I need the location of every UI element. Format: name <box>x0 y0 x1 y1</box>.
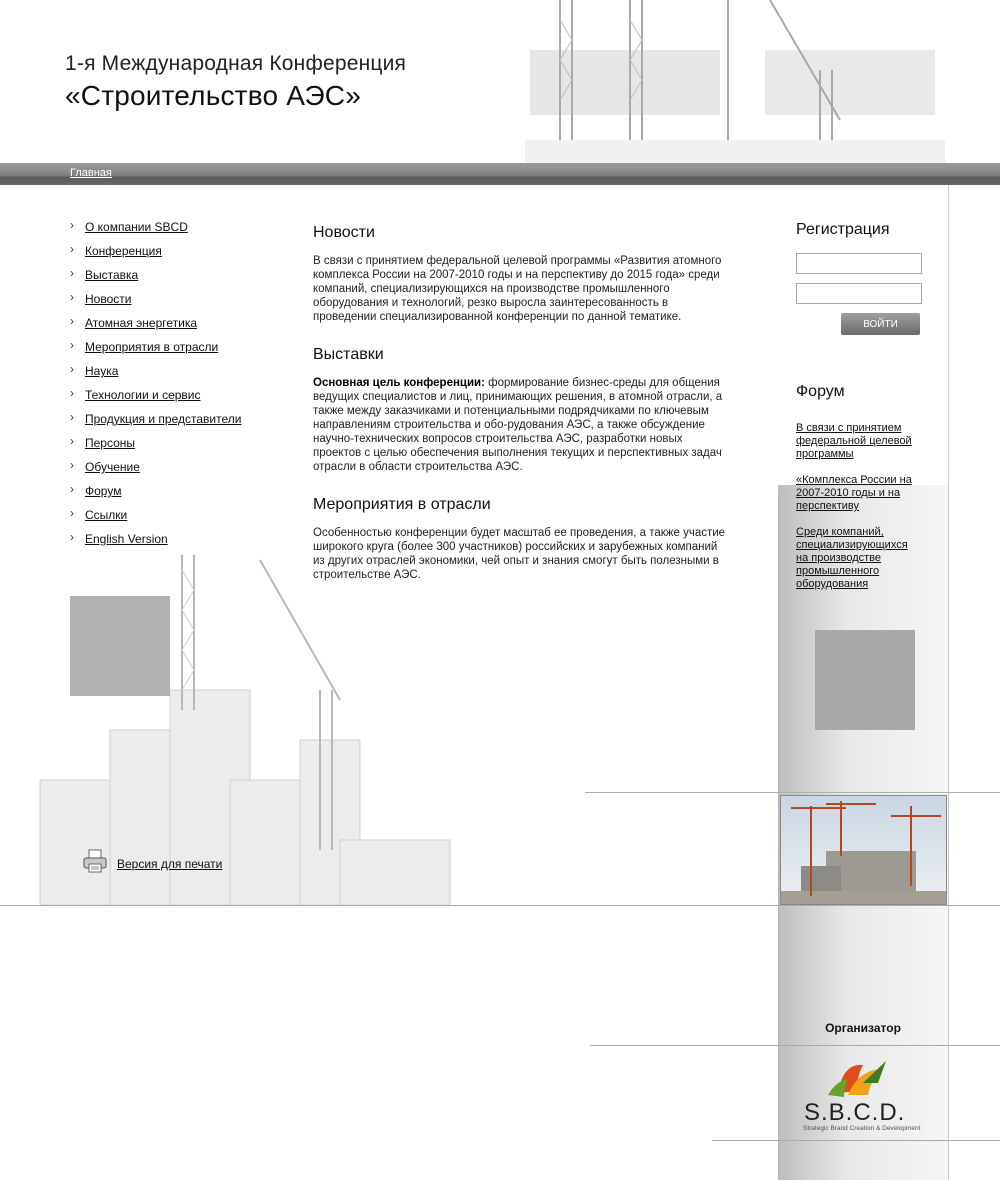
sbcd-logo-text: S.B.C.D. <box>804 1099 906 1126</box>
menu-link-exhibition[interactable]: Выставка <box>85 268 139 282</box>
chevron-right-icon: › <box>70 242 74 256</box>
chevron-right-icon: › <box>70 458 74 472</box>
section-title: Мероприятия в отрасли <box>313 496 491 513</box>
menu-link-industry-events[interactable]: Мероприятия в отрасли <box>85 340 219 354</box>
forum-link[interactable]: «Комплекса России на 2007-2010 годы и на перспективу <box>796 474 912 512</box>
chevron-right-icon: › <box>70 290 74 304</box>
chevron-right-icon: › <box>70 530 74 544</box>
forum-link-item <box>796 526 921 591</box>
menu-link-products[interactable]: Продукция и представители <box>85 412 242 426</box>
left-menu-item <box>70 412 290 436</box>
organizer-label: Организатор <box>825 1021 901 1035</box>
sbcd-logo-mark <box>818 1053 898 1103</box>
print-version-link[interactable]: Версия для печати <box>117 857 223 871</box>
left-menu-item <box>70 340 290 364</box>
divider-line <box>712 1140 1000 1141</box>
conference-title-line1: 1-я Международная Конференция <box>65 52 407 75</box>
section-text-body: формирование бизнес-среды для общения ведущих специалистов и лиц, принимающих решения, в атомной отрасли, а также между заказчиками и потенциальными подрядчиками по ключевым направлениям строительства и обо-рудования АЭС, а также обсуждение научно-технических вопросов строительства АЭС, разработки новых проектов с целью обеспечения выполнения текущих и перспективных задач отрасли в области строительства АЭС. <box>313 377 723 473</box>
left-menu-item <box>70 484 290 508</box>
password-field[interactable] <box>796 283 922 304</box>
left-menu-item <box>70 436 290 460</box>
menu-link-links[interactable]: Ссылки <box>85 508 128 522</box>
chevron-right-icon: › <box>70 218 74 232</box>
sbcd-logo-subtitle: Strategic Brand Creation & Development <box>803 1125 921 1132</box>
right-column-border <box>948 185 949 1180</box>
divider-line <box>585 792 1000 793</box>
nav-home-link[interactable]: Главная <box>70 167 112 179</box>
left-menu-item <box>70 268 290 292</box>
section-text-bold: Основная цель конференции: <box>313 377 485 389</box>
left-menu <box>70 220 290 556</box>
construction-photo-illustration <box>781 796 947 905</box>
chevron-right-icon: › <box>70 410 74 424</box>
chevron-right-icon: › <box>70 266 74 280</box>
sbcd-logo[interactable] <box>798 1053 938 1138</box>
menu-link-about[interactable]: О компании SBCD <box>85 220 188 234</box>
industry-events-section <box>313 496 728 582</box>
menu-link-science[interactable]: Наука <box>85 364 119 378</box>
left-menu-item <box>70 532 290 556</box>
login-button[interactable]: ВОЙТИ <box>841 313 920 335</box>
divider-line <box>0 905 1000 906</box>
menu-link-conference[interactable]: Конференция <box>85 244 162 258</box>
forum-links <box>796 422 921 604</box>
main-content <box>313 224 728 604</box>
news-section <box>313 224 728 324</box>
menu-link-news[interactable]: Новости <box>85 292 132 306</box>
left-menu-item <box>70 364 290 388</box>
left-menu-item <box>70 460 290 484</box>
forum-link-item <box>796 474 921 513</box>
left-menu-item <box>70 292 290 316</box>
left-menu-item <box>70 244 290 268</box>
right-image-placeholder <box>815 630 915 730</box>
left-menu-item <box>70 388 290 412</box>
menu-link-forum[interactable]: Форум <box>85 484 122 498</box>
forum-link[interactable]: Среди компаний, специализирующихся на производстве промышленного оборудования <box>796 526 908 590</box>
printer-icon <box>82 848 108 874</box>
chevron-right-icon: › <box>70 386 74 400</box>
section-text: Особенностью конференции будет масштаб ее проведения, а также участие широкого круга (более 300 участников) российских и зарубежных компаний из других отраслей экономики, чей опыт и знания смогут быть полезными в строительстве АЭС. <box>313 527 726 581</box>
page-header <box>0 0 1000 163</box>
left-image-placeholder <box>70 596 170 696</box>
section-title: Новости <box>313 224 375 241</box>
chevron-right-icon: › <box>70 338 74 352</box>
chevron-right-icon: › <box>70 362 74 376</box>
registration-title: Регистрация <box>796 221 890 238</box>
left-menu-item <box>70 220 290 244</box>
chevron-right-icon: › <box>70 314 74 328</box>
construction-photo <box>780 795 947 905</box>
menu-link-technology[interactable]: Технологии и сервис <box>85 388 201 402</box>
top-nav-bar <box>0 163 1000 185</box>
forum-title: Форум <box>796 383 845 400</box>
divider-line <box>590 1045 1000 1046</box>
right-column-border-left <box>778 495 779 1180</box>
menu-link-training[interactable]: Обучение <box>85 460 140 474</box>
menu-link-nuclear-energy[interactable]: Атомная энергетика <box>85 316 198 330</box>
left-menu-item <box>70 508 290 532</box>
section-text: В связи с принятием федеральной целевой программы «Развития атомного комплекса России на 2007-2010 годы и на перспективу до 2015 года» среди компаний, специализирующихся на производстве промышленного оборудования и технологий, резко выросла заинтересованность в проведении специализированной конференции по данной тематике. <box>313 255 722 323</box>
forum-link-item <box>796 422 921 461</box>
conference-title-line2: «Строительство АЭС» <box>65 80 361 111</box>
login-field[interactable] <box>796 253 922 274</box>
forum-link[interactable]: В связи с принятием федеральной целевой программы <box>796 422 912 460</box>
section-title: Выставки <box>313 346 384 363</box>
cranes-header-illustration <box>520 0 950 163</box>
chevron-right-icon: › <box>70 482 74 496</box>
menu-link-english[interactable]: English Version <box>85 532 168 546</box>
chevron-right-icon: › <box>70 506 74 520</box>
left-menu-item <box>70 316 290 340</box>
chevron-right-icon: › <box>70 434 74 448</box>
section-text <box>313 376 728 474</box>
menu-link-persons[interactable]: Персоны <box>85 436 136 450</box>
exhibitions-section <box>313 346 728 474</box>
